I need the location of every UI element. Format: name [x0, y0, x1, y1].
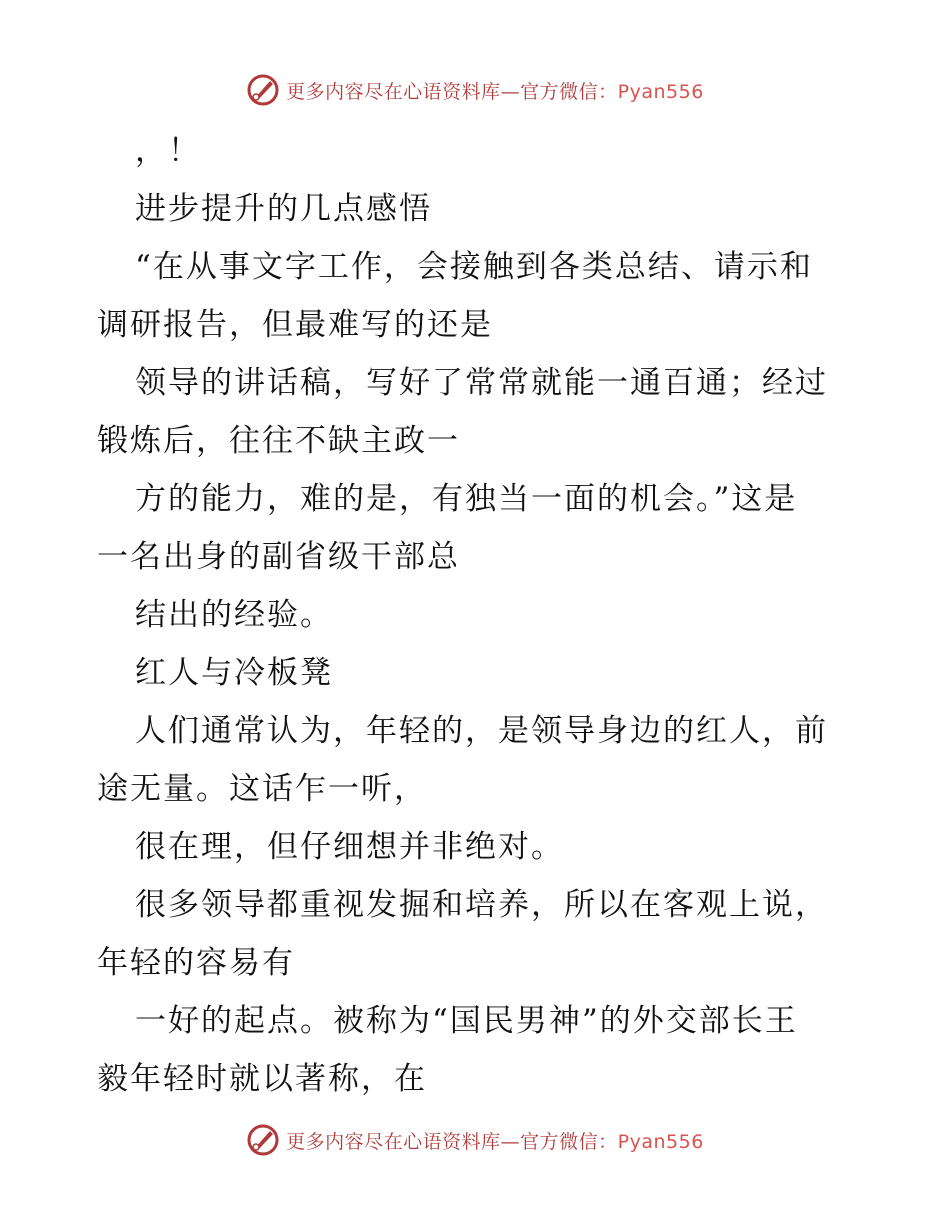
body-line: ，！ [135, 133, 201, 169]
body-line: 领导的讲话稿，写好了常常就能一通百通；经过 [135, 365, 828, 401]
body-line: 一好的起点。被称为“国民男神”的外交部长王 [135, 1003, 798, 1039]
body-line: 途无量。这话乍一听， [97, 771, 427, 807]
body-line: 一名出身的副省级干部总 [97, 539, 460, 575]
footer-watermark-text: 更多内容尽在心语资料库—官方微信：Pyan556 [286, 1130, 704, 1153]
body-line: 结出的经验。 [135, 597, 333, 633]
header-watermark [0, 70, 950, 110]
body-line: 很在理，但仔细想并非绝对。 [135, 829, 564, 865]
section-heading: 红人与冷板凳 [135, 655, 333, 691]
footer-watermark-contact: Pyan556 [617, 1130, 704, 1153]
body-line: 锻炼后，往往不缺主政一 [97, 423, 460, 459]
section-heading: 进步提升的几点感悟 [135, 191, 432, 227]
body-line: 人们通常认为，年轻的，是领导身边的红人，前 [135, 713, 828, 749]
header-watermark-contact: Pyan556 [617, 80, 704, 103]
quill-pen-logo-icon [246, 1123, 280, 1157]
body-line: 调研报告，但最难写的还是 [97, 307, 493, 343]
body-line: 很多领导都重视发掘和培养，所以在客观上说， [135, 887, 828, 923]
body-line: 年轻的容易有 [97, 945, 295, 981]
document-body [97, 122, 857, 1108]
body-line: 毅年轻时就以著称，在 [97, 1061, 427, 1097]
body-line: “在从事文字工作，会接触到各类总结、请示和 [135, 249, 813, 285]
footer-watermark [0, 1120, 950, 1160]
header-watermark-text: 更多内容尽在心语资料库—官方微信：Pyan556 [286, 80, 704, 103]
quill-pen-logo-icon [246, 73, 280, 107]
body-line: 方的能力，难的是，有独当一面的机会。”这是 [135, 481, 798, 517]
